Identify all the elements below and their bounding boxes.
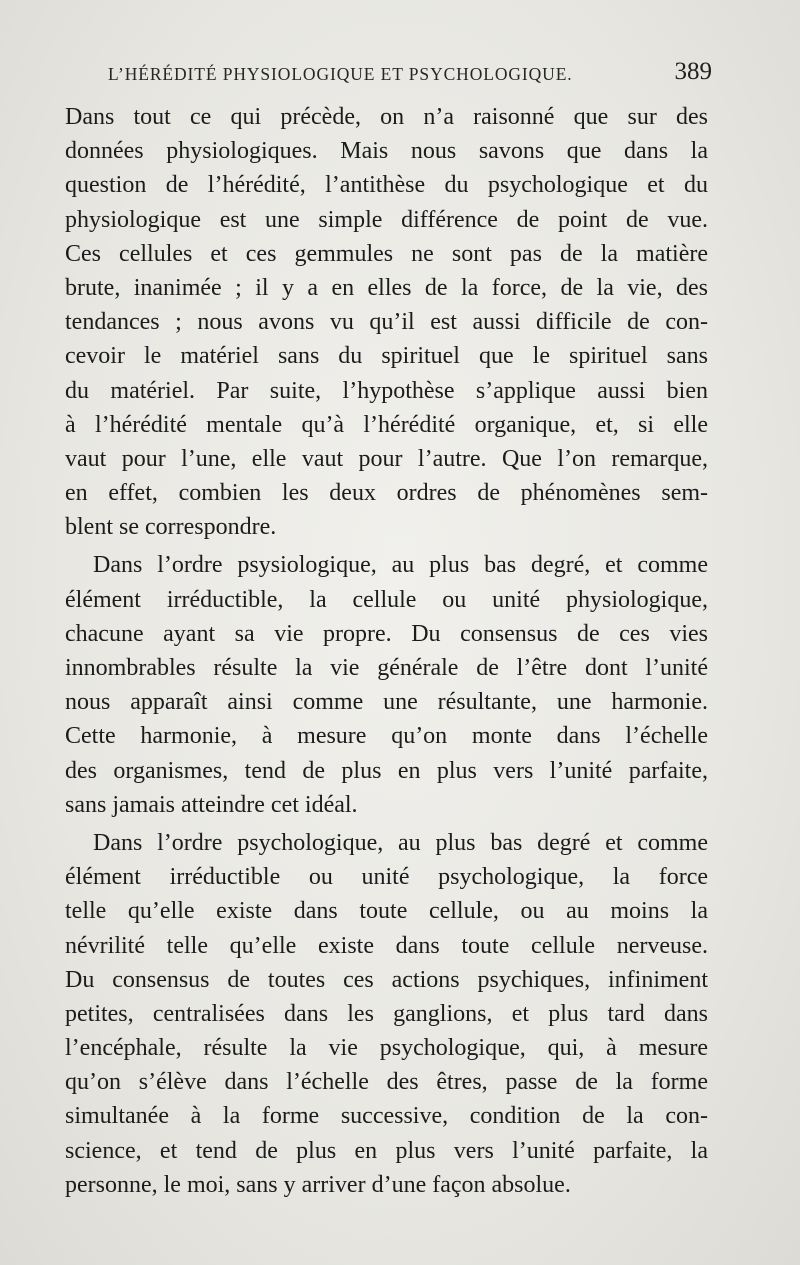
text-line: élément irréductible, la cellule ou unité physiologique, [65, 586, 708, 613]
body-text [65, 100, 708, 1202]
text-line: élément irréductible ou unité psychologique, la force [65, 864, 708, 891]
text-line: à l’hérédité mentale qu’à l’hérédité organique, et, si elle [65, 411, 708, 438]
text-line: des organismes, tend de plus en plus vers l’unité parfaite, [65, 757, 708, 784]
text-line: névrilité telle qu’elle existe dans toute cellule nerveuse. [65, 932, 708, 959]
running-head [108, 58, 712, 90]
text-line: en effet, combien les deux ordres de phénomènes sem- [65, 480, 708, 507]
text-line: Dans l’ordre psysiologique, au plus bas degré, et comme [93, 552, 708, 579]
text-line: question de l’hérédité, l’antithèse du psychologique et du [65, 172, 708, 199]
text-line: simultanée à la forme successive, condition de la con- [65, 1103, 708, 1130]
text-line: science, et tend de plus en plus vers l’unité parfaite, la [65, 1137, 708, 1164]
text-line: chacune ayant sa vie propre. Du consensus de ces vies [65, 620, 708, 647]
text-line: nous apparaît ainsi comme une résultante, une harmonie. [65, 689, 708, 716]
text-line: physiologique est une simple différence de point de vue. [65, 206, 708, 233]
text-line: personne, le moi, sans y arriver d’une façon absolue. [65, 1171, 571, 1198]
text-line: qu’on s’élève dans l’échelle des êtres, passe de la forme [65, 1069, 708, 1096]
text-line: l’encéphale, résulte la vie psychologique, qui, à mesure [65, 1035, 708, 1062]
text-line: cevoir le matériel sans du spirituel que le spirituel sans [65, 343, 708, 370]
text-line: brute, inanimée ; il y a en elles de la force, de la vie, des [65, 274, 708, 301]
page-number: 389 [674, 58, 712, 85]
text-line: vaut pour l’une, elle vaut pour l’autre. Que l’on remarque, [65, 445, 708, 472]
text-line: Ces cellules et ces gemmules ne sont pas de la matière [65, 240, 708, 267]
text-line: blent se correspondre. [65, 514, 277, 541]
text-line: sans jamais atteindre cet idéal. [65, 791, 358, 818]
text-line: données physiologiques. Mais nous savons que dans la [65, 138, 708, 165]
paragraph-1 [65, 100, 708, 544]
text-line: Du consensus de toutes ces actions psychiques, infiniment [65, 966, 708, 993]
text-line: petites, centralisées dans les ganglions, et plus tard dans [65, 1000, 708, 1027]
paragraph-2 [65, 548, 708, 822]
text-line: du matériel. Par suite, l’hypothèse s’applique aussi bien [65, 377, 708, 404]
running-title: L’HÉRÉDITÉ PHYSIOLOGIQUE ET PSYCHOLOGIQUE. [108, 64, 573, 84]
text-line: Cette harmonie, à mesure qu’on monte dans l’échelle [65, 723, 708, 750]
text-line: Dans l’ordre psychologique, au plus bas degré et comme [93, 829, 708, 856]
text-line: telle qu’elle existe dans toute cellule, ou au moins la [65, 898, 708, 925]
text-line: Dans tout ce qui précède, on n’a raisonné que sur des [65, 104, 708, 130]
text-line: tendances ; nous avons vu qu’il est aussi difficile de con- [65, 309, 708, 336]
text-line: innombrables résulte la vie générale de l’être dont l’unité [65, 655, 708, 681]
paragraph-3 [65, 826, 708, 1202]
